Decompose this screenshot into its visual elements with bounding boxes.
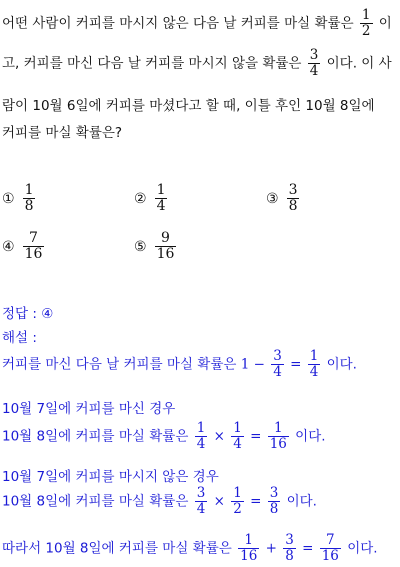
fraction: $\frac{1}{4}$ xyxy=(233,420,242,452)
solution-line-6: 따라서 10월 8일에 커피를 마실 확률은 $\frac{1}{16}$ + $\frac{3}{8}$ = $\frac{7}{16}$ 이다. xyxy=(2,532,378,564)
solution-label: 해설 : xyxy=(2,330,37,346)
option-4[interactable]: ④ $\frac{7}{16}$ xyxy=(2,230,43,262)
fraction: $\frac{9}{16}$ xyxy=(156,230,175,262)
fraction: $\frac{1}{4}$ xyxy=(309,348,319,380)
fraction: $\frac{1}{2}$ xyxy=(233,485,242,517)
problem-line-4: 커피를 마실 확률은? xyxy=(2,125,123,141)
answer-label: 정답 : ④ xyxy=(2,306,54,322)
option-3[interactable]: ③ $\frac{3}{8}$ xyxy=(266,182,298,214)
solution-line-2: 10월 7일에 커피를 마신 경우 xyxy=(2,401,176,417)
fraction: $\frac{3}{8}$ xyxy=(285,532,294,564)
fraction: $\frac{7}{16}$ xyxy=(321,532,339,564)
option-5[interactable]: ⑤ $\frac{9}{16}$ xyxy=(134,230,175,262)
fraction: $\frac{1}{8}$ xyxy=(24,182,34,214)
option-1[interactable]: ① $\frac{1}{8}$ xyxy=(2,182,34,214)
problem-line-1: 어떤 사람이 커피를 마시지 않은 다음 날 커피를 마실 확률은 $\frac{1}{2}$ 이 xyxy=(2,7,392,39)
fraction: $\frac{3}{4}$ xyxy=(273,348,282,380)
option-2[interactable]: ② $\frac{1}{4}$ xyxy=(134,182,166,214)
fraction: $\frac{3}{8}$ xyxy=(288,182,298,214)
fraction: $\frac{1}{4}$ xyxy=(156,182,166,214)
problem-line-3: 람이 10월 6일에 커피를 마셨다고 할 때, 이틀 후인 10월 8일에 xyxy=(2,98,375,114)
fraction: $\frac{1}{4}$ xyxy=(196,420,206,452)
fraction: $\frac{3}{4}$ xyxy=(309,47,319,79)
fraction: $\frac{1}{16}$ xyxy=(240,532,258,564)
solution-line-1: 커피를 마신 다음 날 커피를 마실 확률은 1 − $\frac{3}{4}$ = $\frac{1}{4}$ 이다. xyxy=(2,348,357,380)
fraction: $\frac{3}{4}$ xyxy=(196,485,206,517)
solution-line-4: 10월 7일에 커피를 마시지 않은 경우 xyxy=(2,469,219,485)
fraction: $\frac{1}{16}$ xyxy=(269,420,287,452)
solution-line-5: 10월 8일에 커피를 마실 확률은 $\frac{3}{4}$ × $\frac{1}{2}$ = $\frac{3}{8}$ 이다. xyxy=(2,485,317,517)
solution-line-3: 10월 8일에 커피를 마실 확률은 $\frac{1}{4}$ × $\frac{1}{4}$ = $\frac{1}{16}$ 이다. xyxy=(2,420,326,452)
fraction: $\frac{7}{16}$ xyxy=(24,230,43,262)
fraction: $\frac{1}{2}$ xyxy=(361,7,371,39)
problem-line-2: 고, 커피를 마신 다음 날 커피를 마시지 않을 확률은 $\frac{3}{4}$ 이다. 이 사 xyxy=(2,47,392,79)
fraction: $\frac{3}{8}$ xyxy=(269,485,279,517)
problem-text: 어떤 사람이 커피를 마시지 않은 다음 날 커피를 마실 확률은 xyxy=(2,15,354,32)
